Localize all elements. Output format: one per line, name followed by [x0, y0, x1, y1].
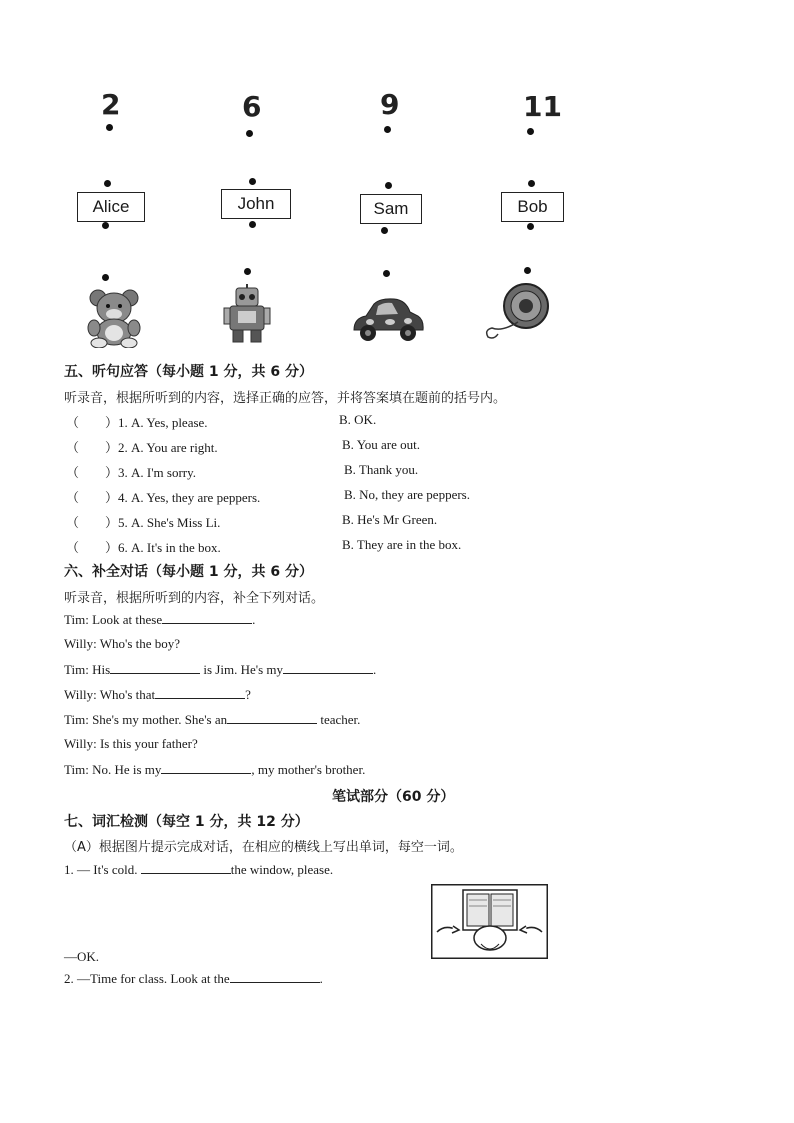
- question-5-4-a: （ ）4. A. Yes, they are peppers.: [66, 490, 261, 505]
- name-box-bob: Bob: [501, 192, 564, 222]
- dialogue-text: , my mother's brother.: [251, 762, 366, 777]
- dialogue-text: .: [252, 612, 256, 627]
- answer-blank[interactable]: [155, 686, 245, 699]
- question-text: .: [319, 971, 323, 986]
- question-5-5-b: B. He's Mr Green.: [342, 512, 438, 527]
- vocab-question-1-reply: —OK.: [64, 949, 100, 964]
- dialogue-line-7: [64, 761, 365, 778]
- match-dot[interactable]: [249, 221, 256, 228]
- question-text: 2. —Time for class. Look at the: [64, 971, 230, 986]
- answer-blank[interactable]: [110, 661, 200, 674]
- number-4: 11: [523, 90, 562, 123]
- dialogue-line-3: [64, 661, 376, 678]
- match-dot[interactable]: [246, 130, 253, 137]
- vocab-question-1: [64, 861, 333, 878]
- question-5-3-b: B. Thank you.: [344, 462, 419, 477]
- match-dot[interactable]: [527, 128, 534, 135]
- section6-title: 六、补全对话（每小题 1 分，共 6 分）: [64, 564, 313, 580]
- match-dot[interactable]: [104, 180, 111, 187]
- dialogue-line-6: Willy: Is this your father?: [64, 736, 198, 751]
- match-dot[interactable]: [102, 222, 109, 229]
- robot-icon: [222, 284, 272, 346]
- dialogue-line-1: [64, 611, 255, 628]
- match-dot[interactable]: [381, 227, 388, 234]
- section7-instruction: （A）根据图片提示完成对话，在相应的横线上写出单词，每空一词。: [64, 840, 463, 855]
- dialogue-text: .: [373, 662, 377, 677]
- section6-instruction: 听录音，根据所听到的内容，补全下列对话。: [64, 591, 325, 606]
- section5-instruction: 听录音，根据所听到的内容，选择正确的应答，并将答案填在题前的括号内。: [64, 391, 507, 406]
- question-5-2-b: B. You are out.: [342, 437, 421, 452]
- toy-car-icon: [350, 296, 426, 344]
- question-5-1-a: （ ）1. A. Yes, please.: [66, 415, 208, 430]
- question-text: 1. — It's cold.: [64, 862, 141, 877]
- name-box-john: John: [221, 189, 291, 219]
- match-dot[interactable]: [102, 274, 109, 281]
- match-dot[interactable]: [528, 180, 535, 187]
- match-dot[interactable]: [383, 270, 390, 277]
- section5-title: 五、听句应答（每小题 1 分，共 6 分）: [64, 364, 313, 380]
- dialogue-text: is Jim. He's my: [200, 662, 284, 677]
- question-5-1-b: B. OK.: [339, 412, 377, 427]
- answer-blank[interactable]: [227, 711, 317, 724]
- question-text: the window, please.: [230, 862, 334, 877]
- dialogue-text: Tim: No. He is my: [64, 762, 162, 777]
- dialogue-text: Willy: Who's that: [64, 687, 156, 702]
- name-box-sam: Sam: [360, 194, 422, 224]
- match-dot[interactable]: [249, 178, 256, 185]
- question-5-6-a: （ ）6. A. It's in the box.: [66, 540, 221, 555]
- number-3: 9: [380, 88, 400, 121]
- dialogue-text: Tim: She's my mother. She's an: [64, 712, 228, 727]
- question-5-2-a: （ ）2. A. You are right.: [66, 440, 218, 455]
- answer-blank[interactable]: [230, 970, 320, 983]
- match-dot[interactable]: [385, 182, 392, 189]
- question-5-3-a: （ ）3. A. I'm sorry.: [66, 465, 197, 480]
- dialogue-line-2: Willy: Who's the boy?: [64, 636, 181, 651]
- section7-title: 七、词汇检测（每空 1 分，共 12 分）: [64, 814, 309, 830]
- answer-blank[interactable]: [283, 661, 373, 674]
- dialogue-text: teacher.: [317, 712, 361, 727]
- number-2: 6: [242, 90, 262, 123]
- dialogue-line-4: [64, 686, 251, 703]
- match-dot[interactable]: [106, 124, 113, 131]
- match-dot[interactable]: [244, 268, 251, 275]
- window-closing-icon: [431, 884, 548, 959]
- answer-blank[interactable]: [141, 861, 231, 874]
- match-dot[interactable]: [527, 223, 534, 230]
- dialogue-text: Tim: His: [64, 662, 111, 677]
- match-dot[interactable]: [524, 267, 531, 274]
- teddy-bear-icon: [84, 286, 144, 348]
- match-dot[interactable]: [384, 126, 391, 133]
- question-5-5-a: （ ）5. A. She's Miss Li.: [66, 515, 221, 530]
- question-5-6-b: B. They are in the box.: [342, 537, 462, 552]
- written-part-title: 笔试部分（60 分）: [332, 789, 455, 805]
- yo-yo-icon: [482, 282, 554, 344]
- answer-blank[interactable]: [162, 611, 252, 624]
- question-5-4-b: B. No, they are peppers.: [344, 487, 470, 502]
- answer-blank[interactable]: [161, 761, 251, 774]
- number-1: 2: [101, 88, 121, 121]
- vocab-question-2: [64, 970, 323, 987]
- dialogue-text: Tim: Look at these: [64, 612, 163, 627]
- name-box-alice: Alice: [77, 192, 145, 222]
- dialogue-line-5: [64, 711, 360, 728]
- dialogue-text: ?: [245, 687, 251, 702]
